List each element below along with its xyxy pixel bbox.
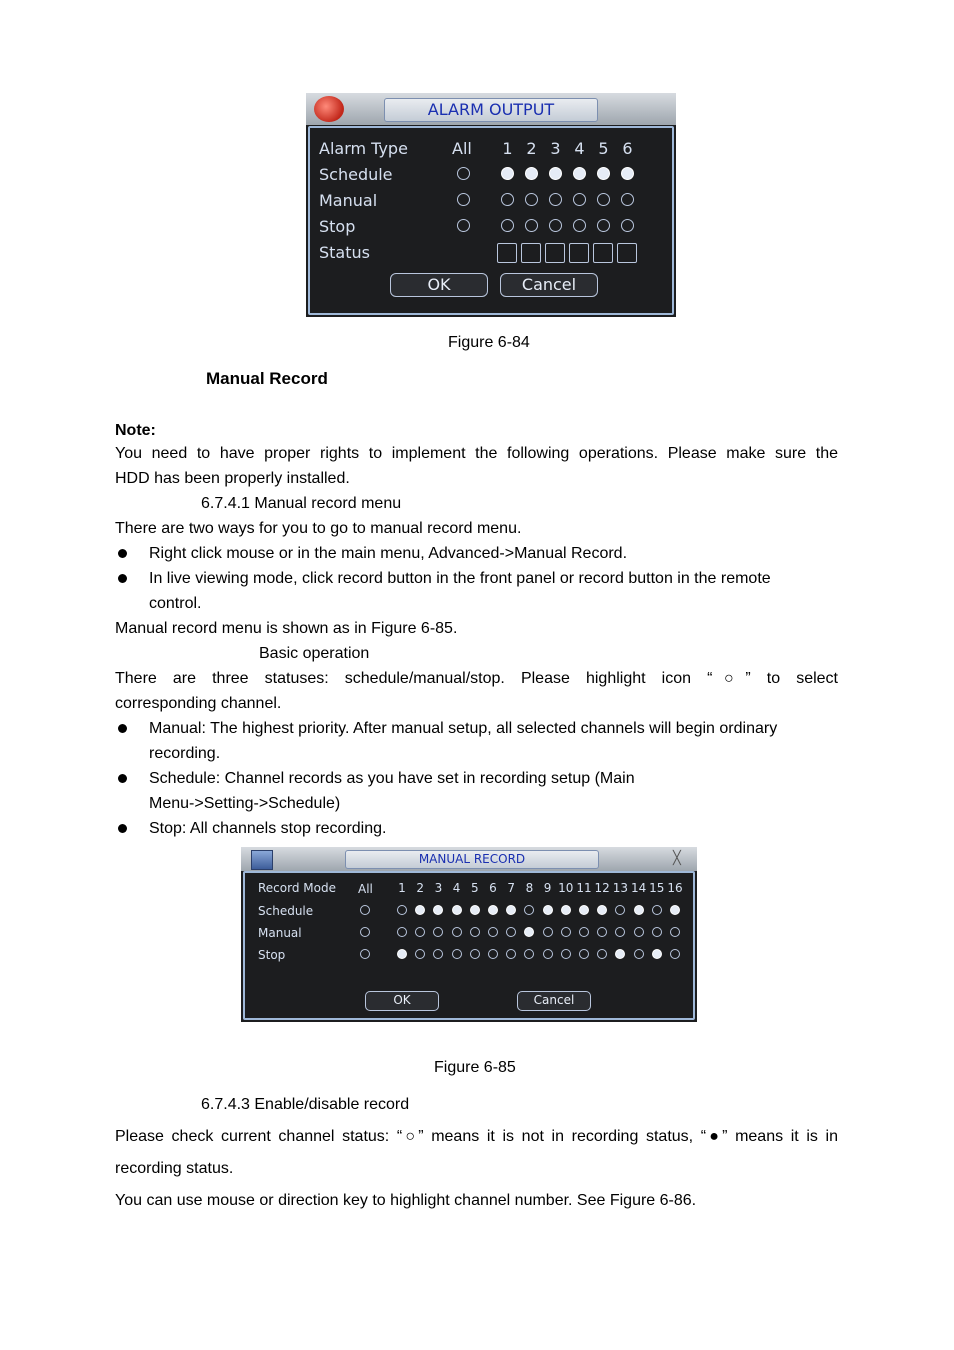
manual-channel-4-radio[interactable] [573,193,586,206]
check-status-line-2: recording status. [115,1160,234,1177]
two-ways-text: There are two ways for you to go to manual record menu. [115,520,522,537]
stop-label: Stop [319,217,356,236]
channel-number-2: 2 [416,881,424,895]
channel-number-16: 16 [667,881,683,895]
close-icon[interactable]: ╳ [673,851,681,866]
channel-number-4: 4 [574,139,585,158]
figure-6-85-caption: Figure 6-85 [434,1059,516,1076]
channel-number-15: 15 [649,881,665,895]
manual-channel-9-radio[interactable] [543,927,553,937]
alarm-output-screenshot [306,93,676,317]
manual-record-heading: Manual Record [206,369,328,388]
bullet-live-view-line-1: In live viewing mode, click record button in the front panel or record button in the remote [149,570,771,587]
bullet-stop: Stop: All channels stop recording. [149,820,387,837]
stop-channel-3-radio[interactable] [549,219,562,232]
menu-shown-text: Manual record menu is shown as in Figure 6-85. [115,620,458,637]
manual-channel-5-radio[interactable] [597,193,610,206]
stop-channel-16-radio[interactable] [670,949,680,959]
schedule-channel-1-radio[interactable] [501,167,514,180]
schedule-channel-11-radio[interactable] [579,905,589,915]
stop-channel-6-radio[interactable] [621,219,634,232]
stop-label: Stop [258,948,286,962]
bullet-dot [118,574,127,583]
manual-channel-16-radio[interactable] [670,927,680,937]
schedule-channel-3-radio[interactable] [549,167,562,180]
note-line-1: You need to have proper rights to implement the following operations. Please make sure the [115,445,838,462]
channel-number-1: 1 [502,139,513,158]
alarm-type-label: Alarm Type [319,139,408,158]
statuses-line-1: There are three statuses: schedule/manual/stop. Please highlight icon “○” to select [115,670,838,687]
bullet-dot [118,774,127,783]
channel-number-13: 13 [612,881,629,895]
channel-number-4: 4 [452,881,461,895]
schedule-channel-1-radio[interactable] [397,905,407,915]
note-line-2: HDD has been properly installed. [115,470,350,487]
all-label: All [358,882,373,896]
channel-number-3: 3 [434,881,443,895]
stop-channel-4-radio[interactable] [573,219,586,232]
schedule-channel-10-radio[interactable] [561,905,571,915]
manual-label: Manual [319,191,378,210]
bullet-schedule-line-1: Schedule: Channel records as you have set in recording setup (Main [149,770,635,787]
channel-number-14: 14 [630,881,647,895]
schedule-label: Schedule [319,165,393,184]
bullet-dot [118,824,127,833]
schedule-channel-4-radio[interactable] [573,167,586,180]
schedule-channel-6-radio[interactable] [621,167,634,180]
stop-channel-9-radio[interactable] [543,949,553,959]
stop-channel-5-radio[interactable] [597,219,610,232]
channel-number-2: 2 [526,139,537,158]
manual-channel-6-radio[interactable] [621,193,634,206]
stop-channel-1-radio[interactable] [501,219,514,232]
schedule-all-radio[interactable] [360,905,370,915]
status-label: Status [319,243,370,262]
manual-channel-4-radio[interactable] [452,927,462,937]
alarm-output-ok-button[interactable]: OK [390,273,488,297]
check-status-line-1: Please check current channel status: “○” means it is not in recording status, “●” means it is in [115,1128,838,1145]
manual-channel-1-radio[interactable] [501,193,514,206]
channel-number-5: 5 [470,881,479,895]
channel-number-8: 8 [525,881,534,895]
channel-number-1: 1 [398,881,406,895]
manual-channel-6-radio[interactable] [488,927,498,937]
channel-number-3: 3 [550,139,561,158]
alarm-icon [314,96,344,122]
use-mouse-text: You can use mouse or direction key to highlight channel number. See Figure 6-86. [115,1192,697,1209]
record-menu-icon [251,850,273,870]
manual-channel-10-radio[interactable] [561,927,571,937]
status-channel-4-box [569,243,589,263]
basic-operation-heading: Basic operation [259,645,370,662]
schedule-all-radio[interactable] [457,167,470,180]
stop-channel-11-radio[interactable] [579,949,589,959]
channel-number-12: 12 [594,881,610,895]
status-channel-5-box [593,243,613,263]
manual-record-cancel-button[interactable]: Cancel [517,991,591,1011]
schedule-channel-2-radio[interactable] [525,167,538,180]
stop-channel-4-radio[interactable] [452,949,462,959]
bullet-right-click: Right click mouse or in the main menu, Advanced->Manual Record. [149,545,628,562]
bullet-schedule-line-2: Menu->Setting->Schedule) [149,795,341,812]
stop-channel-14-radio[interactable] [634,949,644,959]
manual-channel-15-radio[interactable] [652,927,662,937]
stop-all-radio[interactable] [457,219,470,232]
bullet-live-view-line-2: control. [149,595,202,612]
schedule-channel-6-radio[interactable] [488,905,498,915]
channel-number-7: 7 [507,881,515,895]
all-label: All [452,139,472,158]
stop-channel-2-radio[interactable] [525,219,538,232]
stop-channel-5-radio[interactable] [470,949,480,959]
status-channel-3-box [545,243,565,263]
channel-number-11: 11 [576,881,592,895]
schedule-channel-4-radio[interactable] [452,905,462,915]
stop-channel-1-radio[interactable] [397,949,407,959]
channel-number-10: 10 [558,881,574,895]
manual-channel-3-radio[interactable] [549,193,562,206]
stop-channel-10-radio[interactable] [561,949,571,959]
note-label: Note: [115,422,156,439]
channel-number-6: 6 [622,139,633,158]
manual-all-radio[interactable] [360,927,370,937]
channel-number-9: 9 [543,881,552,895]
subheading-6743: 6.7.4.3 Enable/disable record [201,1096,410,1113]
channel-number-5: 5 [598,139,609,158]
subheading-6741: 6.7.4.1 Manual record menu [201,495,402,512]
schedule-channel-16-radio[interactable] [670,905,680,915]
schedule-channel-15-radio[interactable] [652,905,662,915]
manual-channel-11-radio[interactable] [579,927,589,937]
bullet-dot [118,549,127,558]
manual-label: Manual [258,926,302,940]
manual-channel-1-radio[interactable] [397,927,407,937]
bullet-manual-line-2: recording. [149,745,221,762]
manual-record-screenshot [241,847,697,1022]
manual-channel-14-radio[interactable] [634,927,644,937]
status-channel-1-box [497,243,517,263]
stop-all-radio[interactable] [360,949,370,959]
stop-channel-15-radio[interactable] [652,949,662,959]
stop-channel-6-radio[interactable] [488,949,498,959]
status-channel-2-box [521,243,541,263]
bullet-manual-line-1: Manual: The highest priority. After manual setup, all selected channels will begin ordinary [149,720,778,737]
schedule-channel-5-radio[interactable] [597,167,610,180]
status-channel-6-box [617,243,637,263]
manual-record-title: MANUAL RECORD [345,850,599,869]
schedule-label: Schedule [258,904,314,918]
schedule-channel-9-radio[interactable] [543,905,553,915]
figure-6-84-caption: Figure 6-84 [448,334,530,351]
schedule-channel-5-radio[interactable] [470,905,480,915]
manual-channel-2-radio[interactable] [525,193,538,206]
alarm-output-title: ALARM OUTPUT [384,98,598,122]
manual-channel-5-radio[interactable] [470,927,480,937]
schedule-channel-14-radio[interactable] [634,905,644,915]
manual-record-ok-button[interactable]: OK [365,991,439,1011]
record-mode-label: Record Mode [258,881,336,895]
bullet-dot [118,724,127,733]
statuses-line-2: corresponding channel. [115,695,282,712]
channel-number-6: 6 [489,881,497,895]
manual-all-radio[interactable] [457,193,470,206]
alarm-output-cancel-button[interactable]: Cancel [500,273,598,297]
